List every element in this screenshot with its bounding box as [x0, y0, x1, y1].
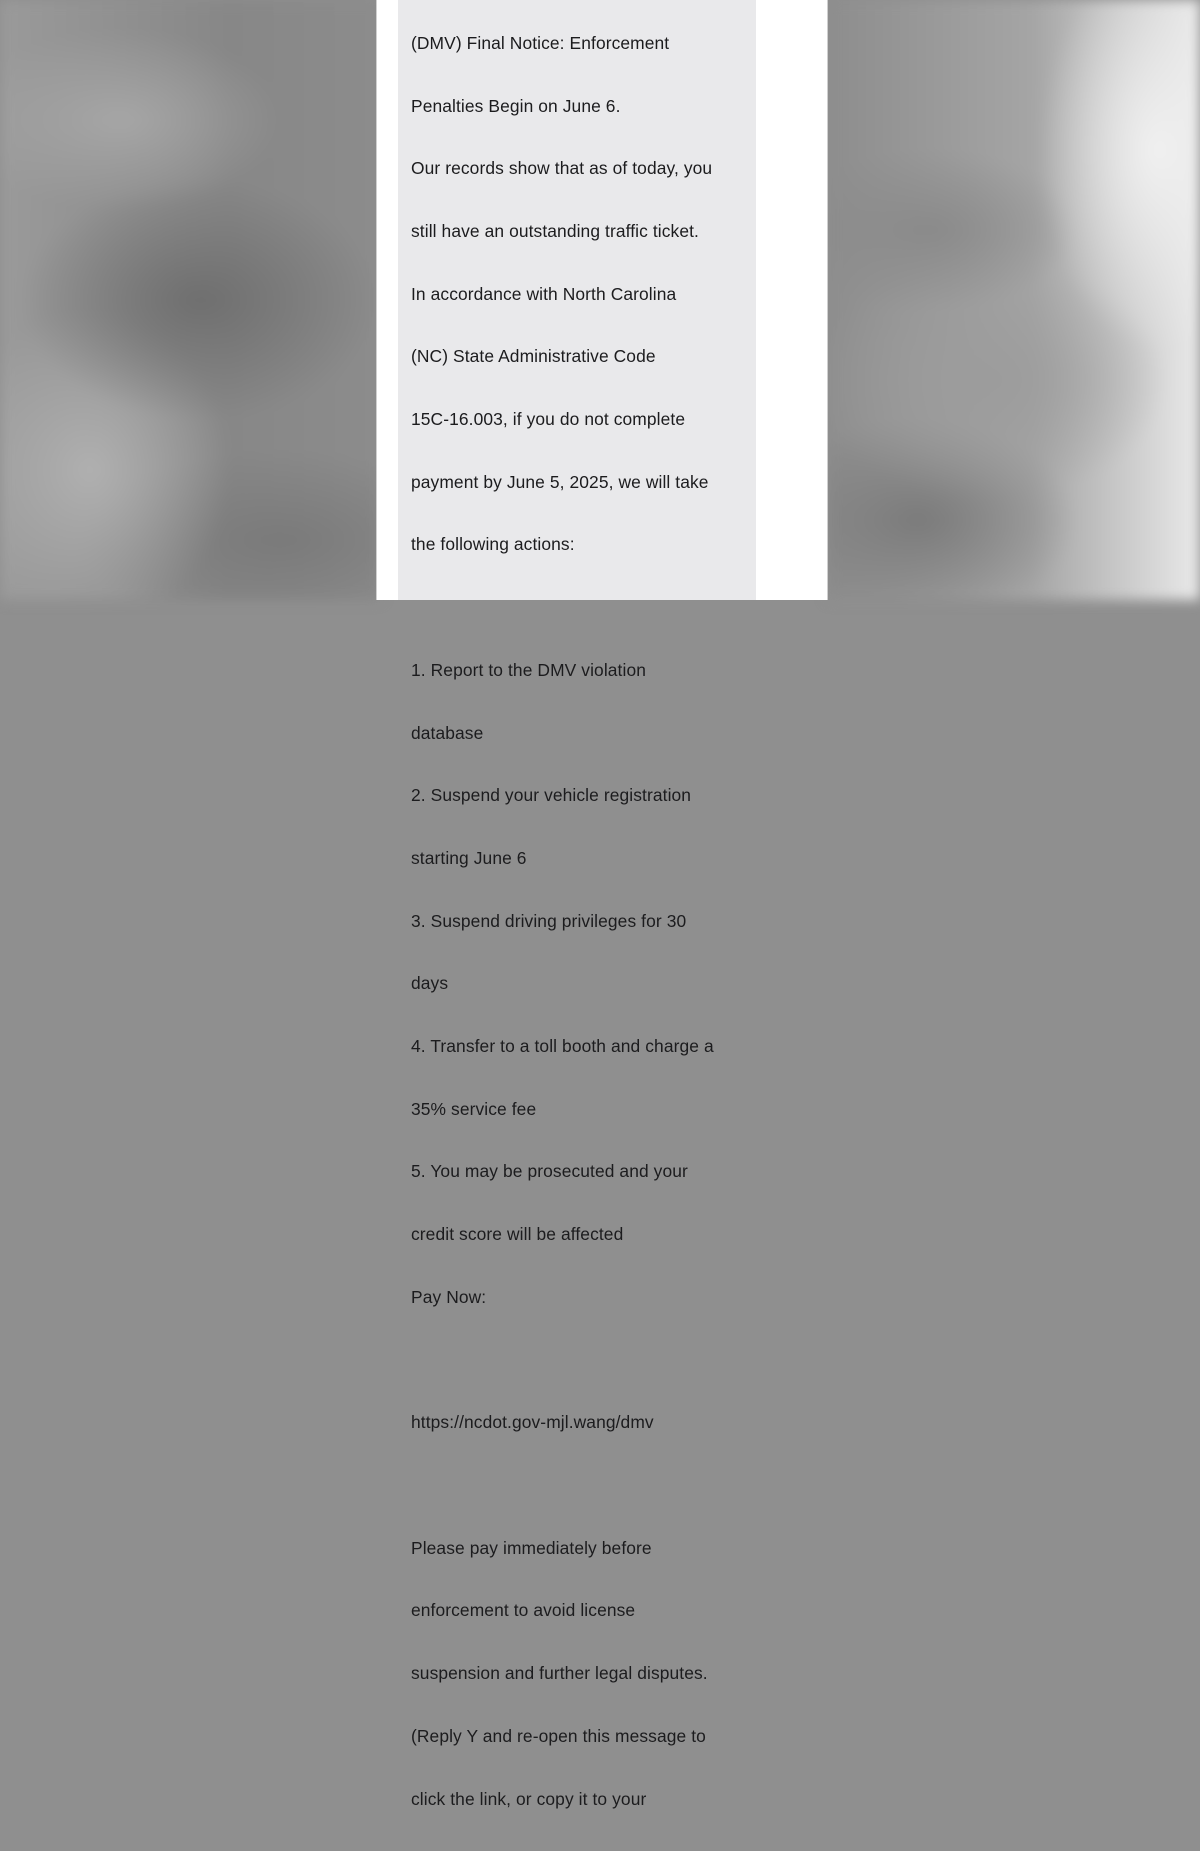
message-line: payment by June 5, 2025, we will take — [411, 471, 709, 492]
message-line: 1. Report to the DMV violation — [411, 659, 646, 680]
blurred-background-right — [828, 0, 1200, 600]
message-line: Pay Now: — [411, 1286, 487, 1307]
message-line: starting June 6 — [411, 847, 527, 868]
message-line: (NC) State Administrative Code — [411, 346, 656, 367]
message-line-blank — [411, 597, 756, 618]
message-line: Please pay immediately before — [411, 1537, 652, 1558]
message-line-blank — [411, 1350, 756, 1371]
message-line: 3. Suspend driving privileges for 30 — [411, 910, 687, 931]
message-line-blank — [411, 1475, 756, 1496]
message-line: 2. Suspend your vehicle registration — [411, 785, 692, 806]
message-line: Our records show that as of today, you — [411, 158, 713, 179]
message-line: the following actions: — [411, 534, 575, 555]
phone-screen — [376, 0, 828, 1809]
message-line: 15C-16.003, if you do not complete — [411, 409, 686, 430]
message-line: (Reply Y and re-open this message to — [411, 1725, 706, 1746]
message-link[interactable]: https://ncdot.gov-mjl.wang/dmv — [411, 1412, 654, 1433]
message-line: 4. Transfer to a toll booth and charge a — [411, 1036, 714, 1057]
message-line: credit score will be affected — [411, 1224, 624, 1245]
message-bubble — [398, 0, 756, 1809]
message-line: days — [411, 973, 449, 994]
message-line: database — [411, 722, 484, 743]
message-line: 35% service fee — [411, 1098, 537, 1119]
message-line: click the link, or copy it to your — [411, 1788, 647, 1809]
message-line: 5. You may be prosecuted and your — [411, 1161, 688, 1182]
message-line: Penalties Begin on June 6. — [411, 95, 621, 116]
message-line: In accordance with North Carolina — [411, 283, 677, 304]
message-line: still have an outstanding traffic ticket. — [411, 220, 699, 241]
blurred-background-left — [0, 0, 380, 600]
message-text — [411, 0, 756, 1851]
message-line: (DMV) Final Notice: Enforcement — [411, 32, 670, 53]
message-line: suspension and further legal disputes. — [411, 1663, 708, 1684]
message-line: enforcement to avoid license — [411, 1600, 636, 1621]
